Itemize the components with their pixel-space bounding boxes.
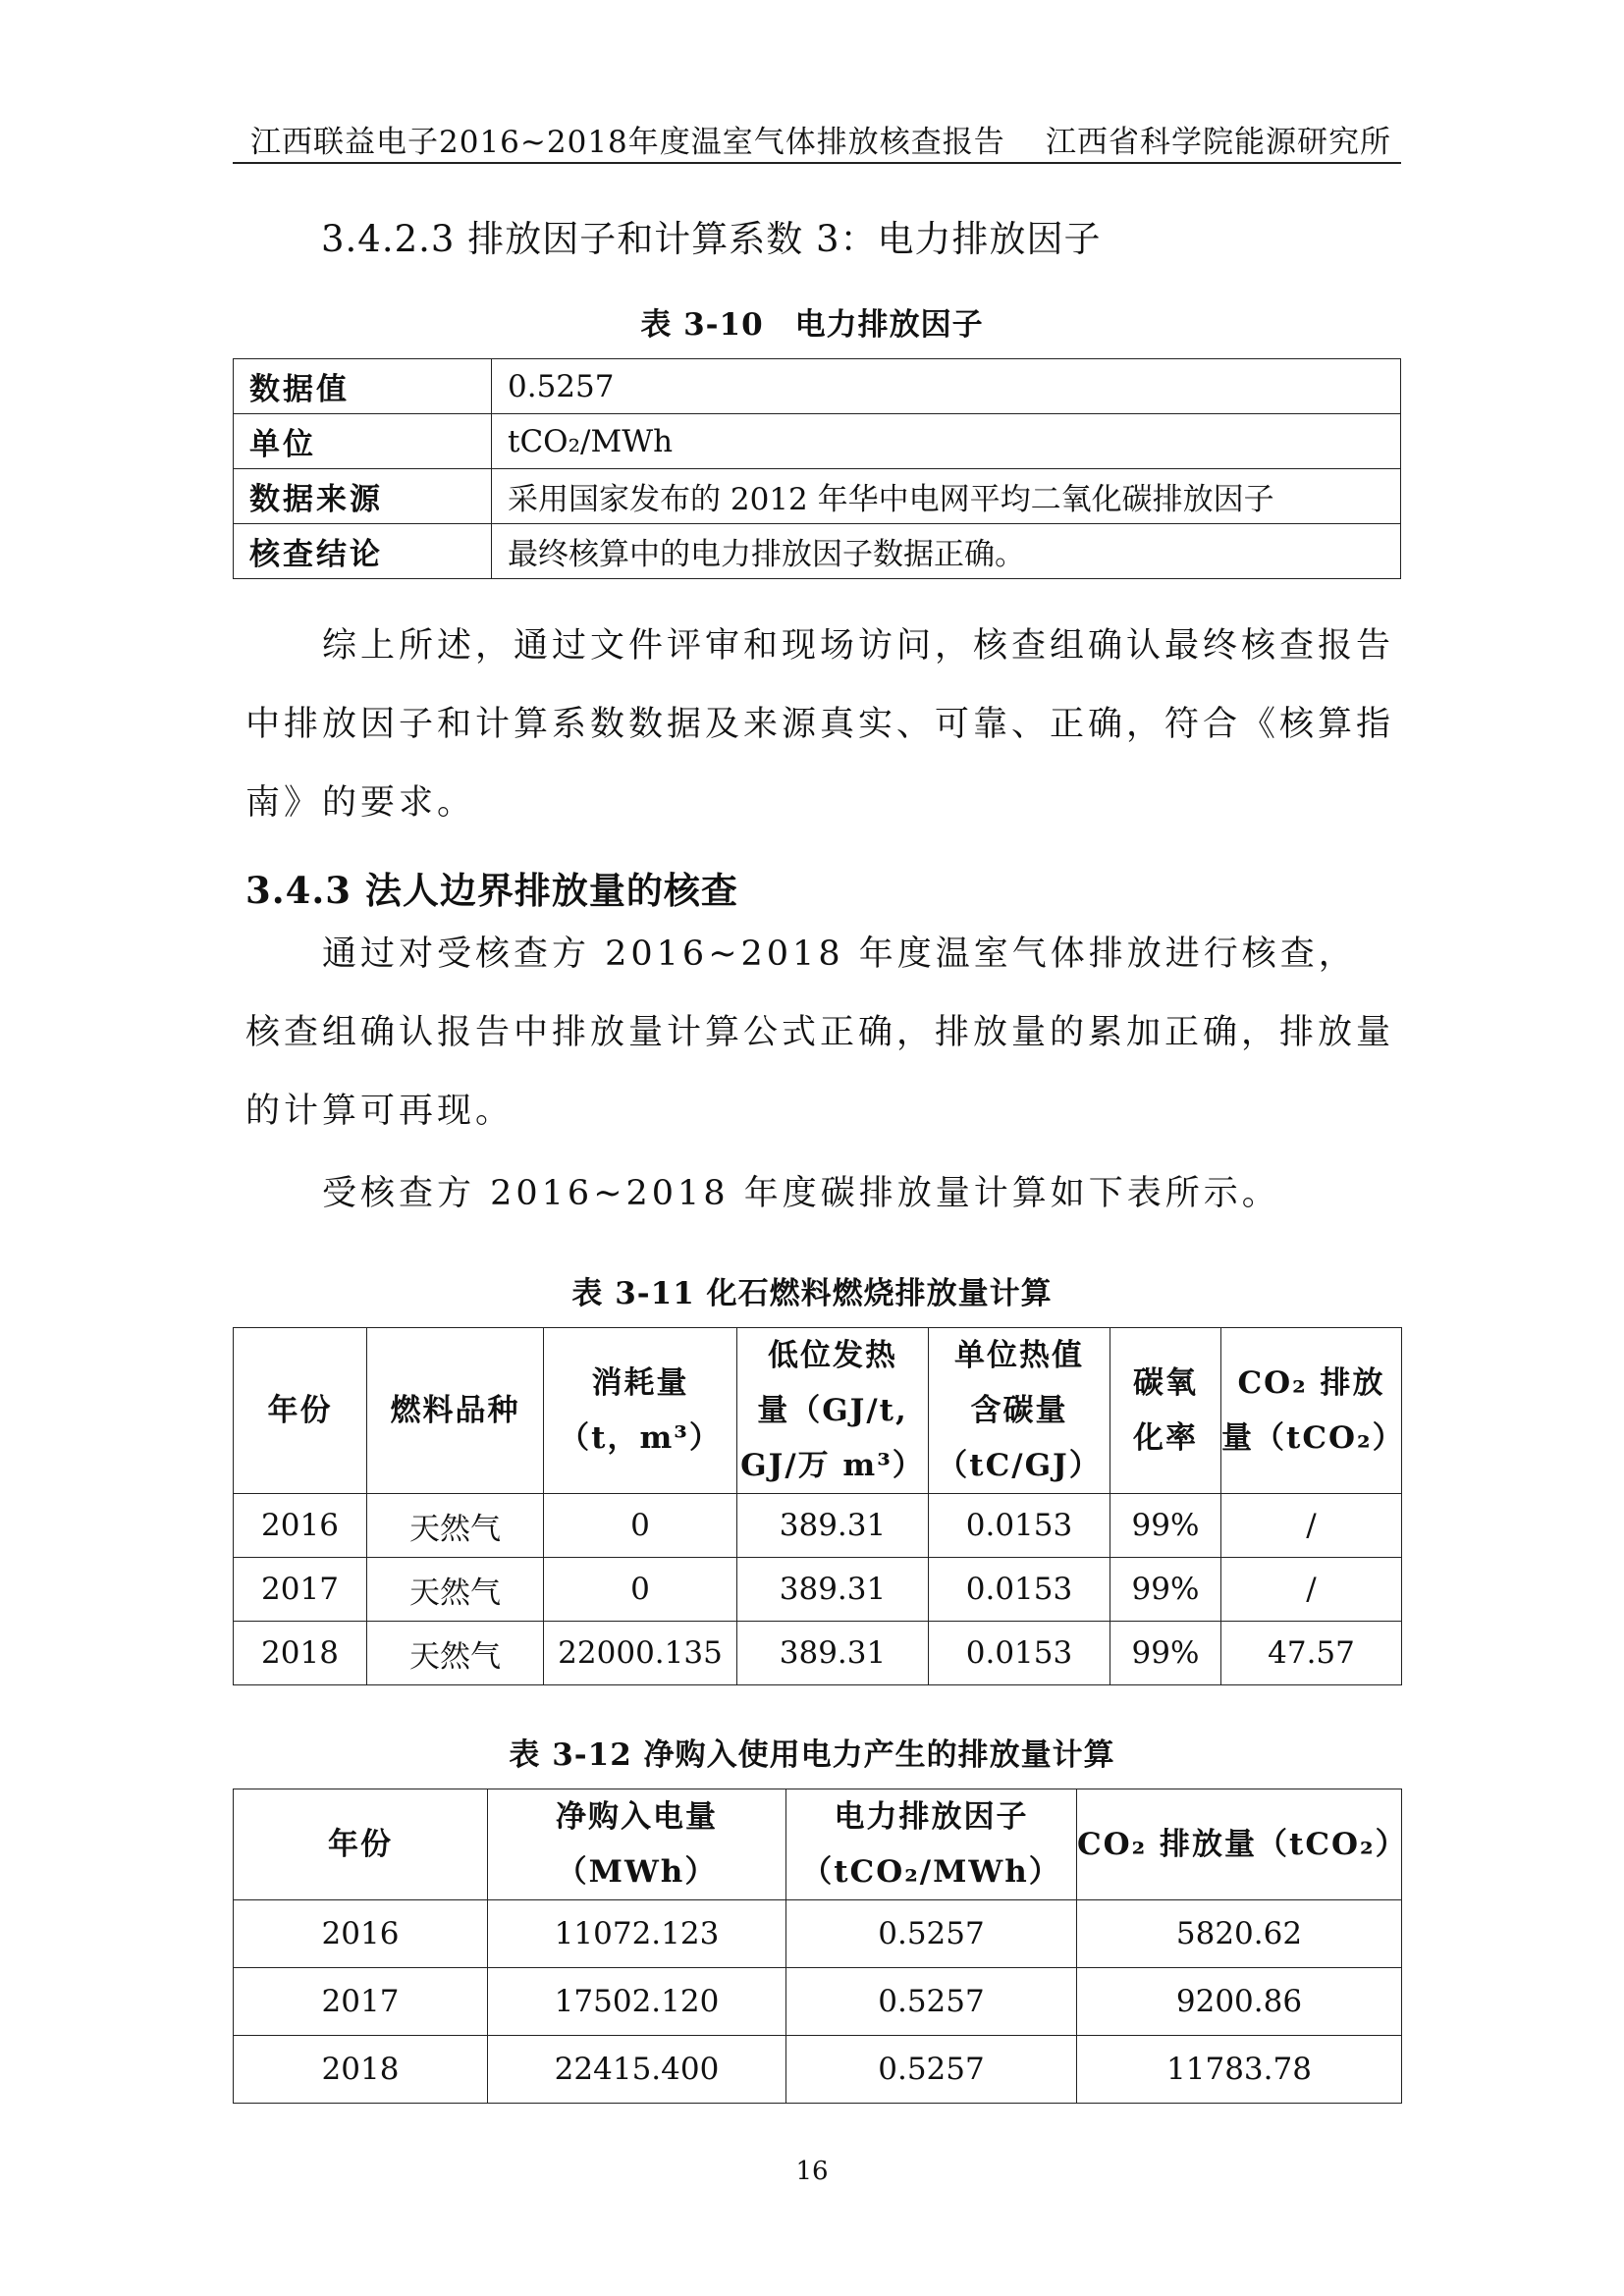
table-intro-paragraph: 受核查方 2016~2018 年度碳排放量计算如下表所示。 [322,1174,1280,1213]
cell-year: 2016 [234,1494,367,1558]
cell-power: 22415.400 [488,2036,786,2104]
table-caption-3-11: 表 3-11 化石燃料燃烧排放量计算 [571,1276,1053,1311]
summary-paragraph: 综上所述，通过文件评审和现场访问，核查组确认最终核查报告中排放因子和计算系数数据及来源真实、可靠、正确，符合《核算指南》的要求。 [245,626,1395,823]
table-header-row [234,1328,1402,1494]
table-row [234,1494,1402,1558]
cell-ncv: 389.31 [737,1622,929,1685]
cell-factor: 0.5257 [786,1900,1077,1968]
cell-co2: 47.57 [1221,1622,1402,1685]
cell-year: 2018 [234,1622,367,1685]
table-3-11 [233,1327,1405,1685]
header-carbon-content: 单位热值 含碳量 （tC/GJ） [929,1328,1110,1494]
header-consumption: 消耗量 （t，m³） [544,1328,737,1494]
header-fuel: 燃料品种 [367,1328,544,1494]
header-power: 净购入电量 （MWh） [488,1789,786,1900]
table-row [234,1558,1402,1622]
verification-paragraph: 通过对受核查方 2016~2018 年度温室气体排放进行核查，核查组确认报告中排放量计算公式正确，排放量的累加正确，排放量的计算可再现。 [245,934,1395,1131]
table-3-12 [233,1789,1408,2104]
header-oxidation-rate: 碳氧 化率 [1110,1328,1221,1494]
cell-carbon: 0.0153 [929,1558,1110,1622]
cell-factor: 0.5257 [786,2036,1077,2104]
table-row [234,1900,1402,1968]
cell-oxidation: 99% [1110,1494,1221,1558]
cell-year: 2018 [234,2036,488,2104]
table-row [234,2036,1402,2104]
cell-oxidation: 99% [1110,1622,1221,1685]
table-3-10 [233,358,1401,579]
header-year: 年份 [234,1789,488,1900]
table-row [234,359,1401,414]
table-row [234,414,1401,469]
table-row [234,1622,1402,1685]
cell-fuel: 天然气 [367,1558,544,1622]
cell-co2: / [1221,1558,1402,1622]
cell-co2: / [1221,1494,1402,1558]
header-institute: 江西省科学院能源研究所 [1046,125,1391,160]
section-heading-343: 3.4.3 法人边界排放量的核查 [245,869,738,912]
cell-consumption: 0 [544,1558,737,1622]
row-value: 0.5257 [492,359,1401,414]
cell-year: 2017 [234,1558,367,1622]
header-ncv: 低位发热 量（GJ/t, GJ/万 m³） [737,1328,929,1494]
section-heading-3423: 3.4.2.3 排放因子和计算系数 3：电力排放因子 [321,218,1102,260]
header-year: 年份 [234,1328,367,1494]
row-value: 采用国家发布的 2012 年华中电网平均二氧化碳排放因子 [492,469,1401,524]
table-header-row [234,1789,1402,1900]
cell-power: 11072.123 [488,1900,786,1968]
header-co2-emission: CO₂ 排放量（tCO₂） [1077,1789,1402,1900]
cell-factor: 0.5257 [786,1968,1077,2036]
cell-carbon: 0.0153 [929,1622,1110,1685]
header-factor: 电力排放因子 （tCO₂/MWh） [786,1789,1077,1900]
row-key: 数据来源 [234,469,492,524]
cell-ncv: 389.31 [737,1494,929,1558]
table-row [234,524,1401,579]
cell-co2: 9200.86 [1077,1968,1402,2036]
cell-consumption: 22000.135 [544,1622,737,1685]
cell-oxidation: 99% [1110,1558,1221,1622]
table-row [234,1968,1402,2036]
row-key: 数据值 [234,359,492,414]
table-row [234,469,1401,524]
cell-year: 2016 [234,1900,488,1968]
table-caption-3-10: 表 3-10 电力排放因子 [640,307,984,343]
cell-power: 17502.120 [488,1968,786,2036]
header-co2-emission: CO₂ 排放 量（tCO₂） [1221,1328,1402,1494]
header-report-title: 江西联益电子2016~2018年度温室气体排放核查报告 [250,125,1005,160]
row-key: 单位 [234,414,492,469]
cell-ncv: 389.31 [737,1558,929,1622]
cell-co2: 11783.78 [1077,2036,1402,2104]
cell-fuel: 天然气 [367,1622,544,1685]
page-number: 16 [795,2157,829,2186]
row-key: 核查结论 [234,524,492,579]
row-value: 最终核算中的电力排放因子数据正确。 [492,524,1401,579]
page-header [233,115,1401,164]
cell-carbon: 0.0153 [929,1494,1110,1558]
row-value: tCO₂/MWh [492,414,1401,469]
table-caption-3-12: 表 3-12 净购入使用电力产生的排放量计算 [509,1737,1115,1773]
cell-co2: 5820.62 [1077,1900,1402,1968]
cell-fuel: 天然气 [367,1494,544,1558]
cell-consumption: 0 [544,1494,737,1558]
cell-year: 2017 [234,1968,488,2036]
